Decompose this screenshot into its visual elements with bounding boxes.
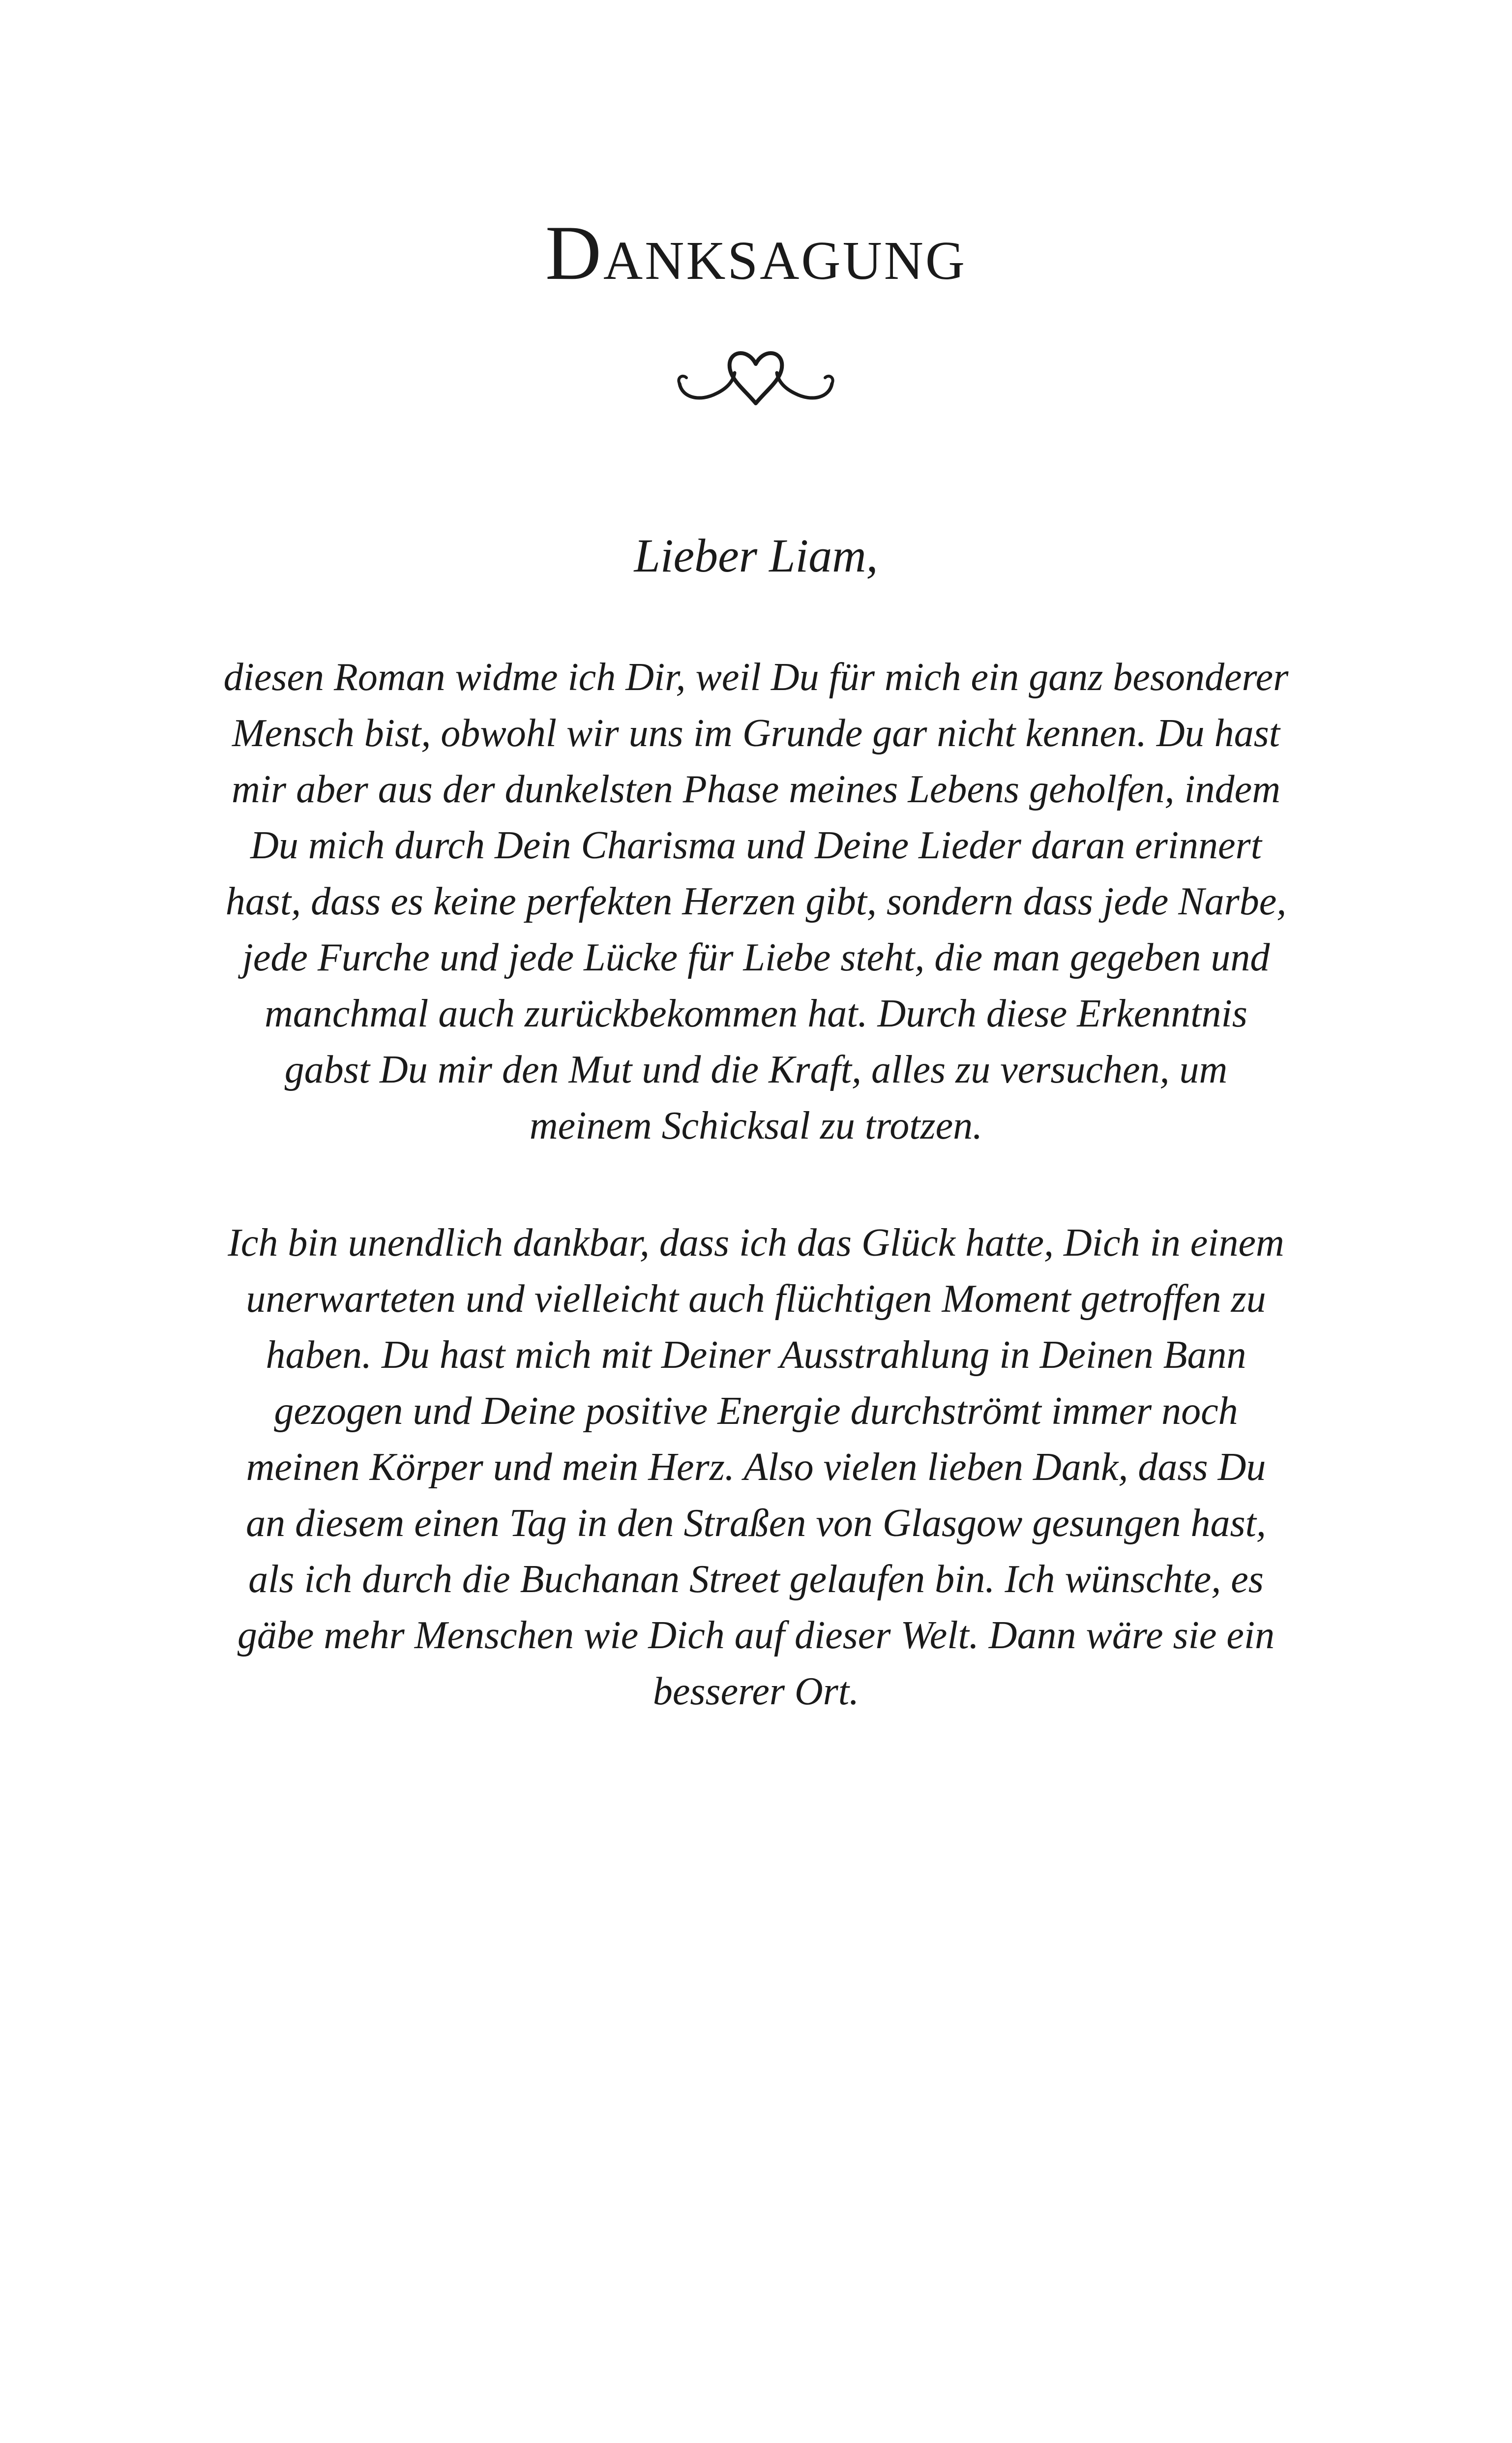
text-line: meinem Schicksal zu trotzen. — [529, 1104, 983, 1147]
text-line: besserer Ort. — [652, 1670, 860, 1713]
text-line: hast, dass es keine perfekten Herzen gibt, sondern dass jede Narbe, — [225, 880, 1287, 923]
text-line: Ich bin unendlich dankbar, dass ich das Glück hatte, Dich in einem — [228, 1221, 1284, 1265]
text-line: gezogen und Deine positive Energie durchströmt immer noch — [274, 1389, 1238, 1433]
salutation: Lieber Liam, — [634, 529, 878, 582]
text-line: diesen Roman widme ich Dir, weil Du für mich ein ganz besonderer — [223, 656, 1289, 699]
text-line: jede Furche und jede Lücke für Liebe steht, die man gegeben und — [242, 936, 1270, 979]
text-line: gäbe mehr Menschen wie Dich auf dieser Welt. Dann wäre sie ein — [237, 1614, 1275, 1657]
text-line: manchmal auch zurückbekommen hat. Durch diese Erkenntnis — [265, 992, 1247, 1035]
text-line: Mensch bist, obwohl wir uns im Grunde gar nicht kennen. Du hast — [232, 712, 1280, 755]
heart-swirl-ornament-icon — [670, 334, 842, 418]
text-line: meinen Körper und mein Herz. Also vielen lieben Dank, dass Du — [246, 1446, 1266, 1489]
text-line: mir aber aus der dunkelsten Phase meines Lebens geholfen, indem — [232, 768, 1280, 811]
text-line: gabst Du mir den Mut und die Kraft, alles zu versuchen, um — [284, 1048, 1228, 1091]
paragraph-2 — [167, 1215, 1345, 1719]
text-line: unerwarteten und vielleicht auch flüchtigen Moment getroffen zu — [246, 1277, 1266, 1321]
page-title: Danksagung — [545, 210, 967, 296]
paragraph-1 — [167, 649, 1345, 1154]
text-line: haben. Du hast mich mit Deiner Ausstrahlung in Deinen Bann — [266, 1333, 1246, 1377]
text-line: an diesem einen Tag in den Straßen von Glasgow gesungen hast, — [246, 1502, 1266, 1545]
text-line: Du mich durch Dein Charisma und Deine Lieder daran erinnert — [250, 824, 1262, 867]
text-line: als ich durch die Buchanan Street gelaufen bin. Ich wünschte, es — [248, 1558, 1264, 1601]
